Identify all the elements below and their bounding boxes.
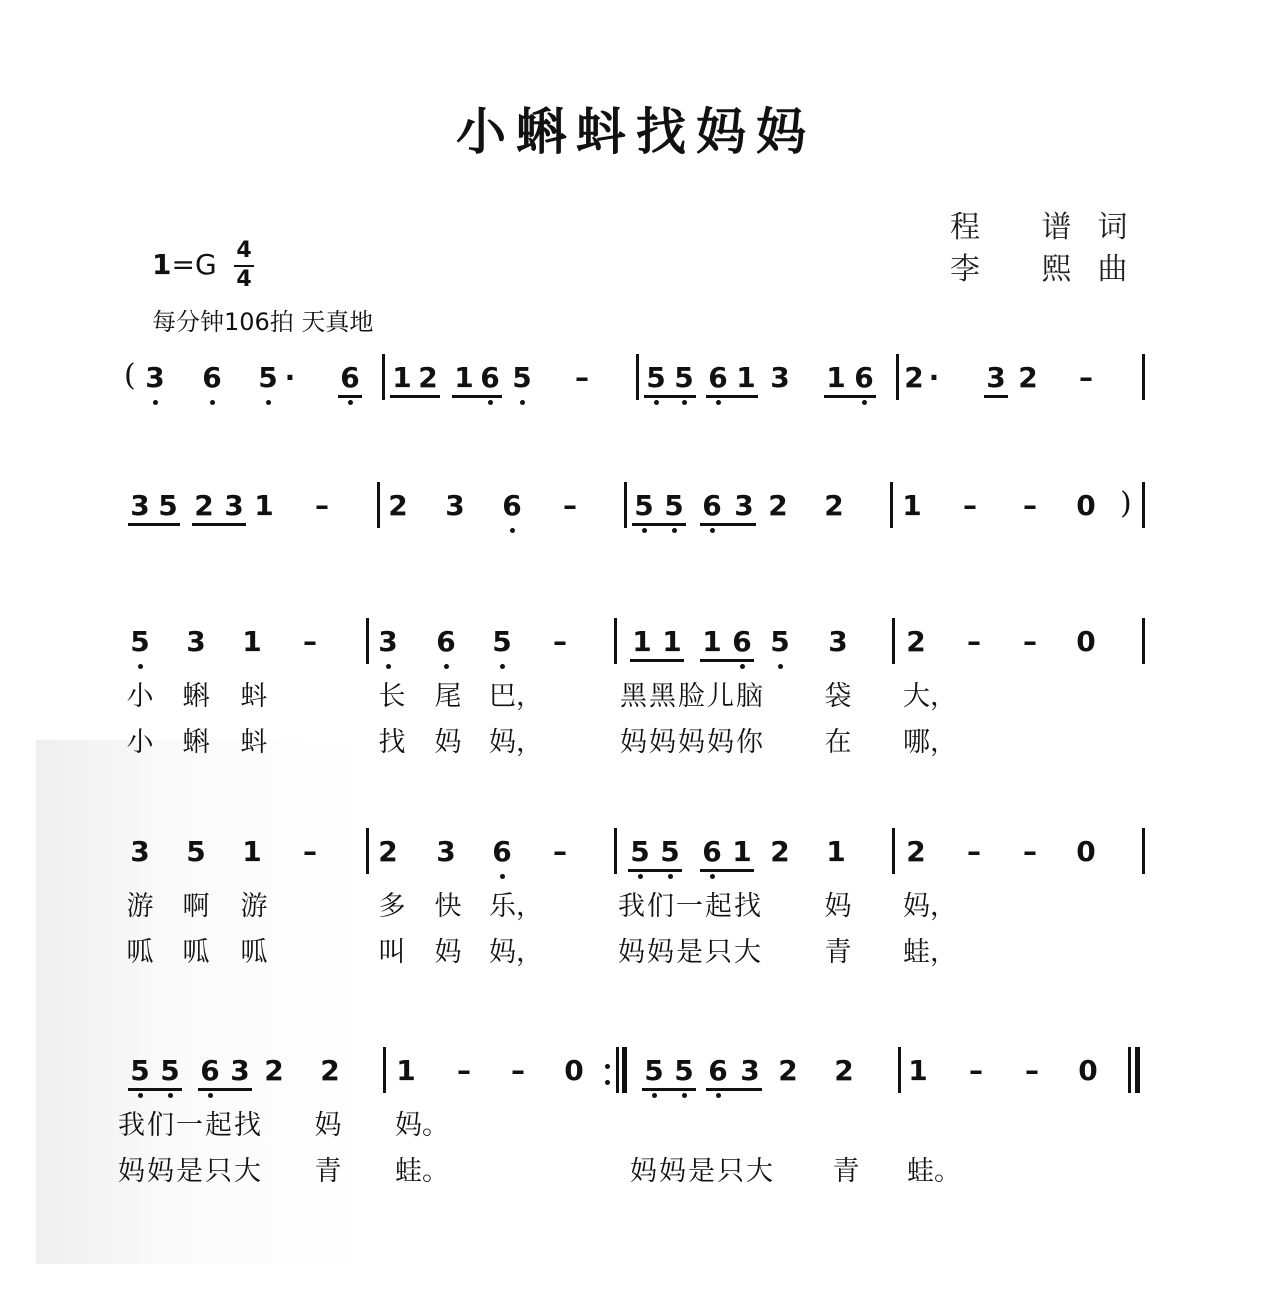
lyric-syllable: 巴， <box>489 681 543 712</box>
low-octave-dot <box>638 874 643 879</box>
note-numeral: 1 <box>732 835 752 868</box>
low-octave-dot <box>862 400 867 405</box>
note-numeral: 1 <box>242 625 262 658</box>
dash-note: – <box>553 625 567 658</box>
low-octave-dot <box>348 400 353 405</box>
low-octave-dot <box>386 664 391 669</box>
note-numeral: 3 <box>130 835 150 868</box>
note-numeral: 2 <box>778 1054 798 1087</box>
note-numeral: 6 <box>732 625 752 658</box>
note-numeral: 3 <box>230 1054 250 1087</box>
note-numeral: 1 <box>736 361 756 394</box>
eighth-beam <box>128 1088 182 1091</box>
dash-note: – <box>511 1054 525 1087</box>
lyric-syllable: 妈， <box>489 727 543 758</box>
key-equals: =G <box>171 248 217 281</box>
low-octave-dot <box>682 400 687 405</box>
note-numeral: 3 <box>436 835 456 868</box>
note-numeral: 2 <box>1018 361 1038 394</box>
lyric-syllable: 妈 <box>434 937 462 968</box>
note-numeral: 1 <box>908 1054 928 1087</box>
note-numeral: 2 <box>824 489 844 522</box>
lyric-syllable: 呱 <box>240 937 268 968</box>
note-numeral: 5 <box>660 835 680 868</box>
eighth-beam <box>192 523 246 526</box>
barline <box>614 618 617 664</box>
dash-note: – <box>575 361 589 394</box>
repeat-thin-bar <box>616 1047 619 1093</box>
eighth-beam <box>642 1088 696 1091</box>
note-numeral: 1 <box>242 835 262 868</box>
note-numeral: 2 <box>906 835 926 868</box>
note-numeral: 6 <box>708 361 728 394</box>
note-numeral: 2 <box>770 835 790 868</box>
note-numeral: 6 <box>502 489 522 522</box>
note-numeral: 3 <box>445 489 465 522</box>
note-numeral: 5 <box>664 489 684 522</box>
note-numeral: 3 <box>828 625 848 658</box>
low-octave-dot <box>710 874 715 879</box>
dash-note: – <box>963 489 977 522</box>
low-octave-dot <box>710 528 715 533</box>
note-numeral: 6 <box>702 835 722 868</box>
final-thick-bar <box>1135 1047 1140 1093</box>
lyric-syllable: 长 <box>378 681 406 712</box>
note-numeral: 2 <box>388 489 408 522</box>
lyricist-credit: 程 谱词 <box>950 210 1154 245</box>
eighth-beam <box>632 523 686 526</box>
lyric-syllable: 找 <box>378 727 406 758</box>
note-numeral: 3 <box>186 625 206 658</box>
lyric-syllable: 游 <box>126 891 154 922</box>
barline <box>636 354 639 400</box>
note-numeral: 5 <box>630 835 650 868</box>
eighth-beam <box>824 395 876 398</box>
dash-note: – <box>563 489 577 522</box>
eighth-beam <box>628 869 682 872</box>
low-octave-dot <box>716 400 721 405</box>
note-numeral: 1 <box>826 835 846 868</box>
eighth-beam <box>338 395 362 398</box>
note-numeral: 6 <box>340 361 360 394</box>
song-title: 小蝌蚪找妈妈 <box>456 102 816 161</box>
dash-note: – <box>303 625 317 658</box>
lyric-syllable: 哪， <box>903 727 957 758</box>
lyric-syllable: 蛙， <box>903 937 957 968</box>
final-thin-bar <box>1128 1047 1131 1093</box>
note-numeral: 2 <box>906 625 926 658</box>
note-numeral: 1 <box>396 1054 416 1087</box>
note-numeral: 6 <box>436 625 456 658</box>
key-signature <box>152 248 217 281</box>
note-numeral: 2 <box>378 835 398 868</box>
eighth-beam <box>706 395 758 398</box>
eighth-beam <box>644 395 696 398</box>
note-numeral: 3 <box>378 625 398 658</box>
barline <box>624 482 627 528</box>
dash-note: – <box>1025 1054 1039 1087</box>
lyric-syllable: 呱 <box>182 937 210 968</box>
lyric-syllable: 蚪 <box>240 727 268 758</box>
dash-note: – <box>969 1054 983 1087</box>
composer-credit: 李 熙曲 <box>950 252 1154 287</box>
barline <box>898 1047 901 1093</box>
barline <box>1142 828 1145 874</box>
dash-note: – <box>303 835 317 868</box>
barline <box>892 828 895 874</box>
lyric-syllable: 啊 <box>182 891 210 922</box>
eighth-beam <box>128 523 180 526</box>
eighth-beam <box>706 1088 762 1091</box>
tempo-marking: 每分钟106拍 天真地 <box>152 308 374 336</box>
note-numeral: 5 <box>492 625 512 658</box>
lyric-syllable: 小 <box>126 681 154 712</box>
low-octave-dot <box>208 1093 213 1098</box>
note-numeral: 2 <box>264 1054 284 1087</box>
lyric-syllable: 妈 <box>314 1110 342 1141</box>
dash-note: – <box>1023 835 1037 868</box>
low-octave-dot <box>500 874 505 879</box>
low-octave-dot <box>210 400 215 405</box>
repeat-dot-upper <box>605 1064 610 1069</box>
lyric-syllable: 妈， <box>903 891 957 922</box>
barline <box>377 482 380 528</box>
note-numeral: 0 <box>1076 625 1096 658</box>
low-octave-dot <box>682 1093 687 1098</box>
dot-augment: · <box>284 361 296 394</box>
note-numeral: 5 <box>130 625 150 658</box>
eighth-beam <box>984 395 1008 398</box>
low-octave-dot <box>716 1093 721 1098</box>
lyric-syllable: 妈， <box>489 937 543 968</box>
note-numeral: 0 <box>1078 1054 1098 1087</box>
dash-note: – <box>967 625 981 658</box>
low-octave-dot <box>138 1093 143 1098</box>
lyric-syllable: 在 <box>824 727 852 758</box>
lyric-syllable: 妈妈妈妈你 <box>620 727 765 758</box>
low-octave-dot <box>488 400 493 405</box>
low-octave-dot <box>168 1093 173 1098</box>
dash-note: – <box>1079 361 1093 394</box>
lyric-syllable: 乐， <box>489 891 543 922</box>
note-numeral: 0 <box>1076 835 1096 868</box>
low-octave-dot <box>642 528 647 533</box>
note-numeral: 3 <box>145 361 165 394</box>
low-octave-dot <box>500 664 505 669</box>
low-octave-dot <box>153 400 158 405</box>
low-octave-dot <box>510 528 515 533</box>
low-octave-dot <box>672 528 677 533</box>
note-numeral: 3 <box>986 361 1006 394</box>
low-octave-dot <box>266 400 271 405</box>
eighth-beam <box>700 659 754 662</box>
note-numeral: 5 <box>186 835 206 868</box>
note-numeral: 5 <box>130 1054 150 1087</box>
note-numeral: 5 <box>160 1054 180 1087</box>
low-octave-dot <box>652 1093 657 1098</box>
note-numeral: 6 <box>702 489 722 522</box>
barline <box>1142 482 1145 528</box>
lyric-syllable: 小 <box>126 727 154 758</box>
note-numeral: 1 <box>254 489 274 522</box>
note-numeral: 3 <box>130 489 150 522</box>
lyric-syllable: 妈妈是只大 <box>118 1156 263 1187</box>
lyric-syllable: 妈妈是只大 <box>630 1156 775 1187</box>
key-tonic: 1 <box>152 248 172 281</box>
barline <box>1142 354 1145 400</box>
time-numerator: 4 <box>234 238 254 267</box>
note-numeral: 1 <box>454 361 474 394</box>
dash-note: – <box>315 489 329 522</box>
note-numeral: 6 <box>492 835 512 868</box>
note-numeral: 3 <box>770 361 790 394</box>
lyric-syllable: 妈 <box>824 891 852 922</box>
note-numeral: 2 <box>194 489 214 522</box>
lyric-syllable: 袋 <box>824 681 852 712</box>
low-octave-dot <box>654 400 659 405</box>
note-numeral: 1 <box>702 625 722 658</box>
dash-note: – <box>1023 625 1037 658</box>
lyric-syllable: 呱 <box>126 937 154 968</box>
note-numeral: 0 <box>564 1054 584 1087</box>
lyric-syllable: 我们一起找 <box>118 1110 263 1141</box>
lyric-syllable: 蝌 <box>182 681 210 712</box>
note-numeral: 3 <box>734 489 754 522</box>
lyric-syllable: 蛙。 <box>395 1156 449 1187</box>
barline <box>1142 618 1145 664</box>
note-numeral: 3 <box>740 1054 760 1087</box>
time-signature <box>234 238 254 293</box>
barline <box>892 618 895 664</box>
repeat-thick-bar <box>622 1047 627 1093</box>
low-octave-dot <box>138 664 143 669</box>
eighth-beam <box>700 523 756 526</box>
note-numeral: 6 <box>202 361 222 394</box>
barline <box>614 828 617 874</box>
dot-augment: · <box>928 361 940 394</box>
lyric-syllable: 蝌 <box>182 727 210 758</box>
note-numeral: 5 <box>646 361 666 394</box>
note-numeral: 2 <box>904 361 924 394</box>
lyric-syllable: 叫 <box>378 937 406 968</box>
note-numeral: 2 <box>834 1054 854 1087</box>
note-numeral: 1 <box>662 625 682 658</box>
note-numeral: 5 <box>258 361 278 394</box>
note-numeral: 2 <box>320 1054 340 1087</box>
lyric-syllable: 妈 <box>434 727 462 758</box>
low-octave-dot <box>520 400 525 405</box>
dash-note: – <box>967 835 981 868</box>
dash-note: – <box>1023 489 1037 522</box>
lyric-syllable: 多 <box>378 891 406 922</box>
dash-note: – <box>553 835 567 868</box>
note-numeral: 6 <box>708 1054 728 1087</box>
lyric-syllable: 大， <box>903 681 957 712</box>
time-denominator: 4 <box>236 267 252 292</box>
note-numeral: 5 <box>674 1054 694 1087</box>
barline <box>890 482 893 528</box>
barline <box>366 828 369 874</box>
low-octave-dot <box>740 664 745 669</box>
lyric-syllable: 青 <box>314 1156 342 1187</box>
note-numeral: 6 <box>854 361 874 394</box>
note-numeral: 2 <box>768 489 788 522</box>
barline <box>896 354 899 400</box>
note-numeral: 6 <box>480 361 500 394</box>
repeat-dot-lower <box>605 1080 610 1085</box>
lyric-syllable: 青 <box>824 937 852 968</box>
note-numeral: 5 <box>512 361 532 394</box>
low-octave-dot <box>778 664 783 669</box>
close-parenthesis: ) <box>1120 486 1132 521</box>
note-numeral: 0 <box>1076 489 1096 522</box>
note-numeral: 5 <box>770 625 790 658</box>
barline <box>366 618 369 664</box>
note-numeral: 6 <box>200 1054 220 1087</box>
note-numeral: 5 <box>634 489 654 522</box>
note-numeral: 2 <box>418 361 438 394</box>
lyric-syllable: 我们一起找 <box>618 891 763 922</box>
lyric-syllable: 游 <box>240 891 268 922</box>
lyric-syllable: 蛙。 <box>907 1156 961 1187</box>
lyric-syllable: 蚪 <box>240 681 268 712</box>
note-numeral: 1 <box>826 361 846 394</box>
lyric-syllable: 尾 <box>434 681 462 712</box>
lyric-syllable: 黑黑脸儿脑 <box>620 681 765 712</box>
barline <box>383 1047 386 1093</box>
eighth-beam <box>700 869 754 872</box>
note-numeral: 5 <box>158 489 178 522</box>
eighth-beam <box>630 659 684 662</box>
lyric-syllable: 快 <box>434 891 462 922</box>
dash-note: – <box>457 1054 471 1087</box>
note-numeral: 1 <box>902 489 922 522</box>
barline <box>382 354 385 400</box>
low-octave-dot <box>444 664 449 669</box>
lyric-syllable: 青 <box>832 1156 860 1187</box>
eighth-beam <box>390 395 440 398</box>
note-numeral: 3 <box>224 489 244 522</box>
low-octave-dot <box>668 874 673 879</box>
eighth-beam <box>198 1088 252 1091</box>
note-numeral: 1 <box>632 625 652 658</box>
note-numeral: 5 <box>644 1054 664 1087</box>
lyric-syllable: 妈。 <box>395 1110 449 1141</box>
note-numeral: 5 <box>674 361 694 394</box>
note-numeral: 1 <box>392 361 412 394</box>
eighth-beam <box>452 395 502 398</box>
lyric-syllable: 妈妈是只大 <box>618 937 763 968</box>
open-parenthesis: ( <box>124 358 136 393</box>
